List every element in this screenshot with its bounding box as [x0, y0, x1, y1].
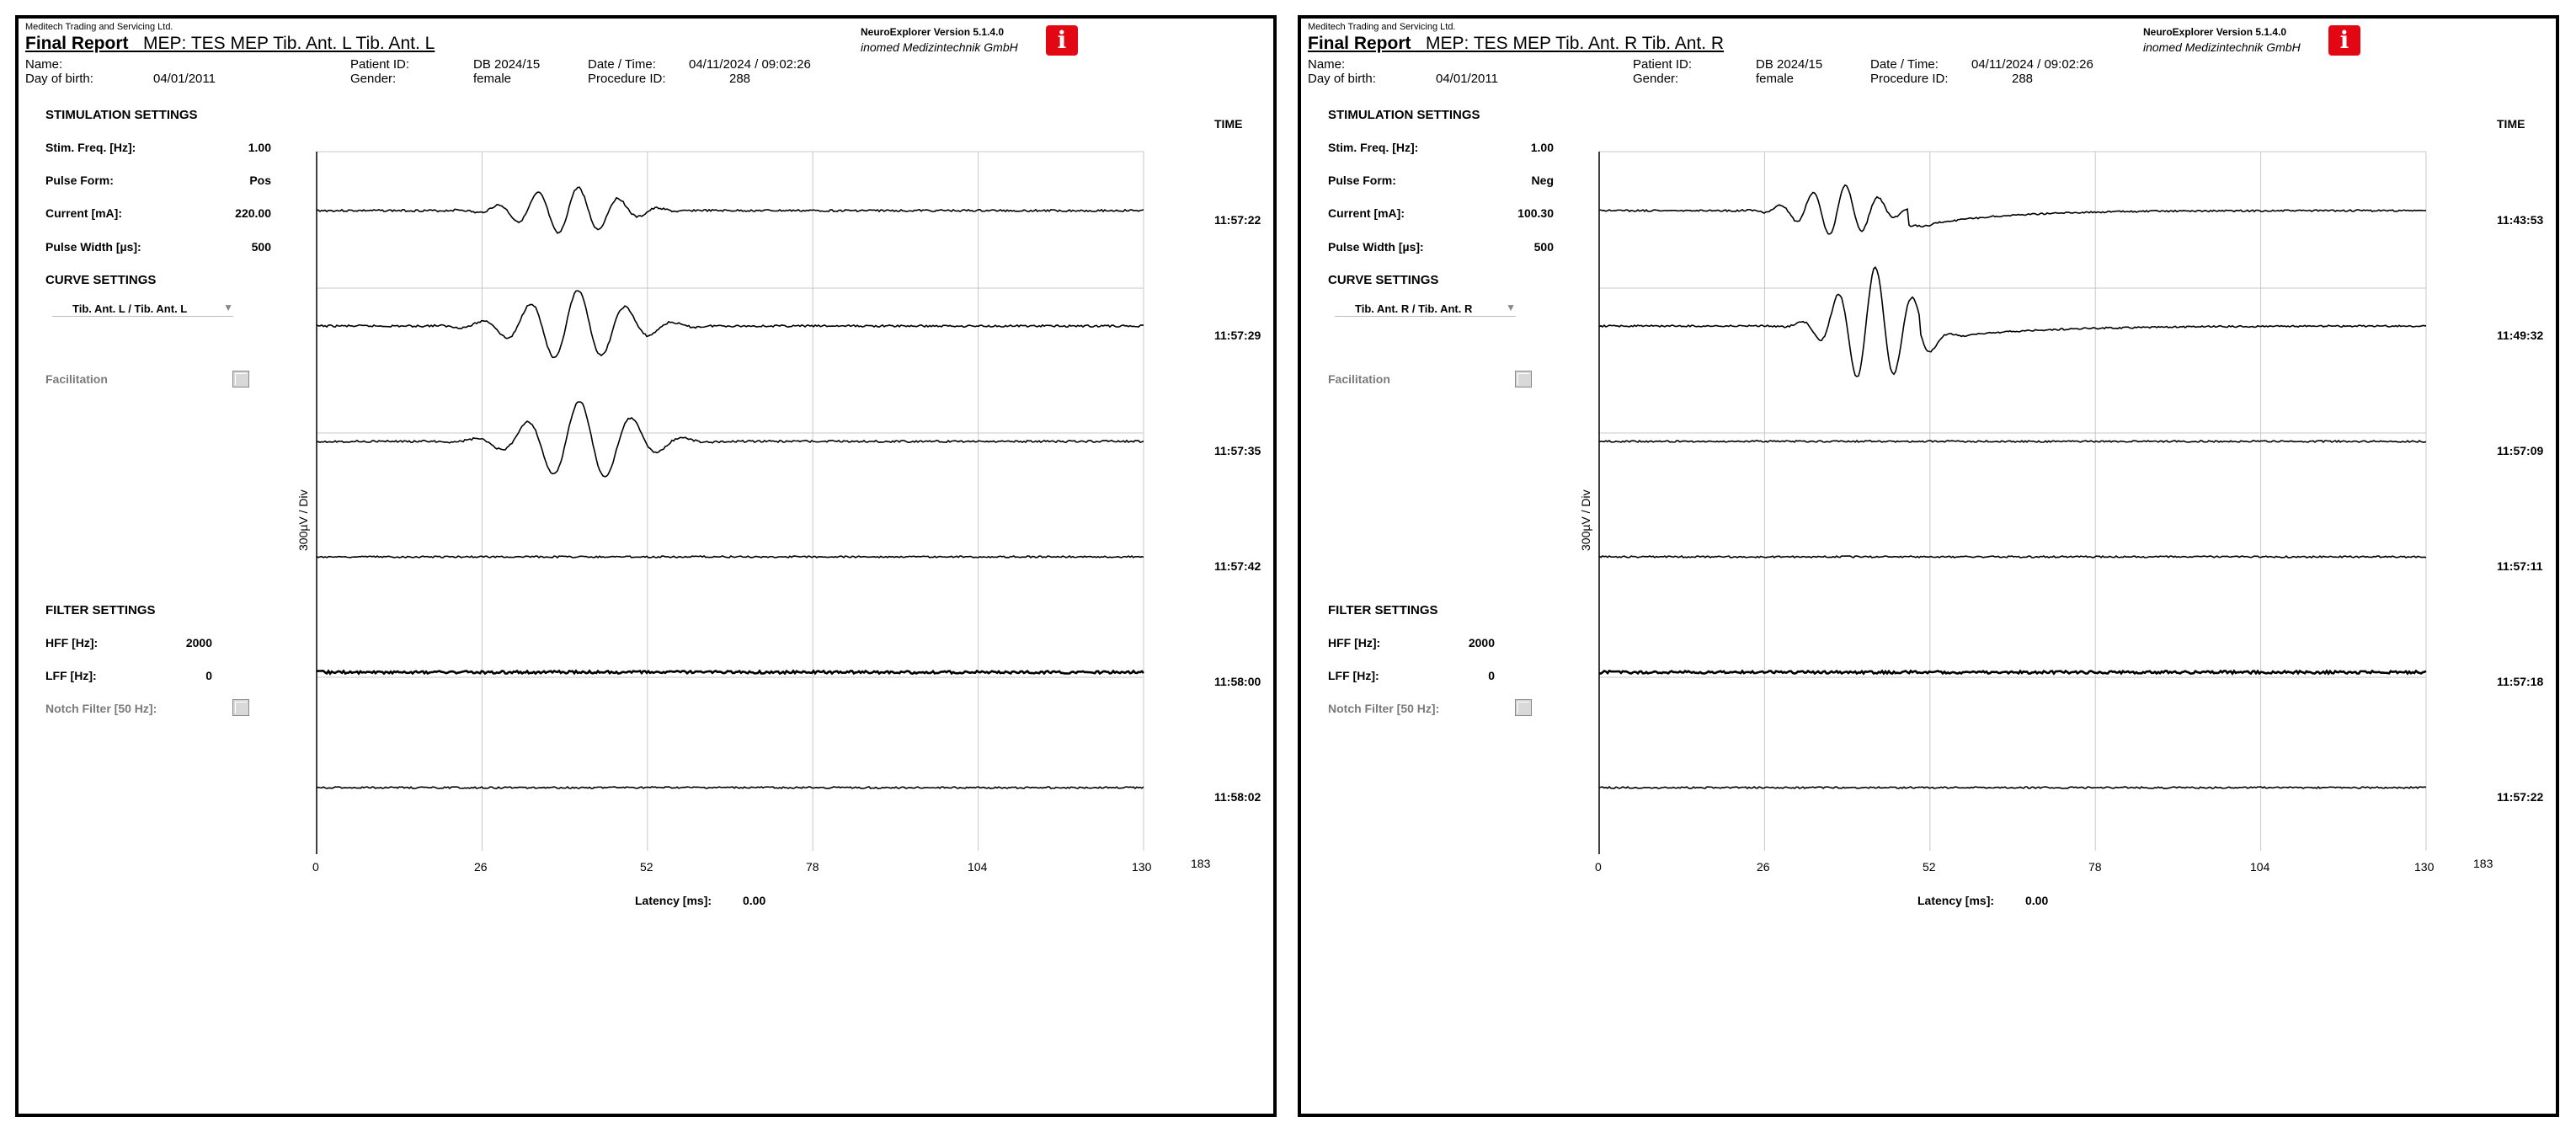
current-value: 100.30: [1517, 206, 1554, 220]
y-scale-label: 300µV / Div: [296, 489, 310, 551]
name-label: Name:: [25, 57, 63, 72]
time-label-4: 11:57:11: [2497, 559, 2543, 573]
time-header: TIME: [1214, 117, 1243, 131]
mep-trace-2: [317, 291, 1144, 357]
company-name: Meditech Trading and Servicing Ltd.: [1308, 22, 1456, 32]
x-extra-label: 183: [1191, 857, 1211, 870]
report-panel-right: [1298, 15, 2559, 1117]
x-tick-130: 130: [2414, 860, 2435, 874]
facilitation-label: Facilitation: [1328, 372, 1390, 386]
inomed-logo-icon: i: [2328, 25, 2360, 56]
latency-label: Latency [ms]:: [635, 894, 712, 907]
y-scale-label: 300µV / Div: [1579, 489, 1592, 551]
time-label-6: 11:58:02: [1214, 790, 1261, 804]
stim-freq-value: 1.00: [1530, 141, 1554, 154]
mep-trace-6: [317, 787, 1144, 788]
procedure-value: 288: [729, 72, 751, 86]
mep-trace-plot: [1301, 19, 2563, 1120]
report-title-main: Final Report: [1308, 34, 1411, 53]
time-label-3: 11:57:35: [1214, 444, 1261, 457]
stim-freq-label: Stim. Freq. [Hz]:: [1328, 141, 1419, 154]
stimulation-settings-title: STIMULATION SETTINGS: [1328, 108, 1480, 122]
gender-value: female: [473, 72, 512, 86]
mep-trace-3: [1599, 441, 2426, 442]
pulse-width-label: Pulse Width [µs]:: [1328, 240, 1424, 254]
procedure-value: 288: [2012, 72, 2034, 86]
pulse-width-value: 500: [1533, 240, 1554, 254]
date-value: 04/11/2024 / 09:02:26: [689, 57, 811, 72]
patient-id-value: DB 2024/15: [473, 57, 541, 72]
time-label-1: 11:57:22: [1214, 213, 1261, 227]
x-tick-130: 130: [1132, 860, 1152, 874]
mep-trace-1: [1599, 185, 2426, 234]
procedure-label: Procedure ID:: [588, 72, 666, 86]
hff-label: HFF [Hz]:: [1328, 636, 1381, 649]
hff-label: HFF [Hz]:: [45, 636, 99, 649]
hff-value: 2000: [1468, 636, 1495, 649]
latency-value: 0.00: [2025, 894, 2049, 907]
company-name: Meditech Trading and Servicing Ltd.: [25, 22, 173, 32]
lff-value: 0: [1488, 669, 1495, 682]
mep-trace-3: [317, 402, 1144, 477]
mep-trace-2: [1599, 267, 2426, 377]
stim-freq-label: Stim. Freq. [Hz]:: [45, 141, 136, 154]
dropdown-arrow-icon: ▼: [223, 302, 233, 313]
x-tick-52: 52: [1923, 860, 1936, 874]
report-title-rest: MEP: TES MEP Tib. Ant. R Tib. Ant. R: [1426, 34, 1725, 53]
mep-trace-1: [317, 187, 1144, 232]
x-tick-26: 26: [474, 860, 488, 874]
curve-select-value: Tib. Ant. L / Tib. Ant. L: [72, 302, 188, 315]
lff-value: 0: [205, 669, 212, 682]
pulse-width-value: 500: [251, 240, 271, 254]
curve-settings-title: CURVE SETTINGS: [45, 273, 157, 287]
mep-trace-4: [317, 556, 1144, 558]
pulse-width-label: Pulse Width [µs]:: [45, 240, 141, 254]
x-tick-26: 26: [1757, 860, 1770, 874]
pulse-form-label: Pulse Form:: [45, 174, 114, 187]
x-tick-104: 104: [968, 860, 988, 874]
time-label-5: 11:58:00: [1214, 675, 1261, 688]
filter-settings-title: FILTER SETTINGS: [45, 603, 156, 617]
procedure-label: Procedure ID:: [1870, 72, 1949, 86]
report-panel-left: [15, 15, 1277, 1117]
time-label-6: 11:57:22: [2497, 790, 2544, 804]
time-label-1: 11:43:53: [2497, 213, 2544, 227]
x-tick-78: 78: [806, 860, 819, 874]
x-tick-0: 0: [1595, 860, 1602, 874]
gender-label: Gender:: [1633, 72, 1679, 86]
vendor-name: inomed Medizintechnik GmbH: [861, 40, 1018, 54]
dob-value: 04/01/2011: [1436, 72, 1498, 86]
dob-label: Day of birth:: [1308, 72, 1376, 86]
pulse-form-value: Pos: [249, 174, 271, 187]
date-value: 04/11/2024 / 09:02:26: [1971, 57, 2093, 72]
gender-label: Gender:: [350, 72, 397, 86]
time-label-4: 11:57:42: [1214, 559, 1261, 573]
dropdown-arrow-icon: ▼: [1506, 302, 1516, 313]
time-label-5: 11:57:18: [2497, 675, 2544, 688]
latency-label: Latency [ms]:: [1917, 894, 1995, 907]
date-label: Date / Time:: [588, 57, 656, 72]
current-label: Current [mA]:: [45, 206, 122, 220]
current-value: 220.00: [235, 206, 271, 220]
pulse-form-value: Neg: [1531, 174, 1554, 187]
filter-settings-title: FILTER SETTINGS: [1328, 603, 1438, 617]
inomed-logo-icon: i: [1046, 25, 1078, 56]
mep-trace-6: [1599, 787, 2426, 788]
vendor-name: inomed Medizintechnik GmbH: [2143, 40, 2301, 54]
mep-trace-plot: [19, 19, 1280, 1120]
stimulation-settings-title: STIMULATION SETTINGS: [45, 108, 198, 122]
software-version: NeuroExplorer Version 5.1.4.0: [861, 26, 1005, 38]
current-label: Current [mA]:: [1328, 206, 1405, 220]
dob-value: 04/01/2011: [153, 72, 216, 86]
pulse-form-label: Pulse Form:: [1328, 174, 1396, 187]
time-label-2: 11:49:32: [2497, 329, 2544, 342]
stim-freq-value: 1.00: [248, 141, 271, 154]
patient-id-label: Patient ID:: [1633, 57, 1693, 72]
notch-filter-label: Notch Filter [50 Hz]:: [1328, 702, 1440, 715]
mep-trace-4: [1599, 556, 2426, 558]
time-label-2: 11:57:29: [1214, 329, 1261, 342]
x-tick-0: 0: [312, 860, 319, 874]
lff-label: LFF [Hz]:: [45, 669, 97, 682]
notch-filter-label: Notch Filter [50 Hz]:: [45, 702, 157, 715]
facilitation-label: Facilitation: [45, 372, 108, 386]
date-label: Date / Time:: [1870, 57, 1939, 72]
x-tick-104: 104: [2250, 860, 2270, 874]
lff-label: LFF [Hz]:: [1328, 669, 1379, 682]
time-label-3: 11:57:09: [2497, 444, 2544, 457]
report-title-main: Final Report: [25, 34, 129, 53]
hff-value: 2000: [185, 636, 212, 649]
curve-settings-title: CURVE SETTINGS: [1328, 273, 1439, 287]
report-title-rest: MEP: TES MEP Tib. Ant. L Tib. Ant. L: [143, 34, 435, 53]
patient-id-label: Patient ID:: [350, 57, 410, 72]
dob-label: Day of birth:: [25, 72, 93, 86]
software-version: NeuroExplorer Version 5.1.4.0: [2143, 26, 2287, 38]
time-header: TIME: [2497, 117, 2525, 131]
latency-value: 0.00: [743, 894, 766, 907]
curve-select-value: Tib. Ant. R / Tib. Ant. R: [1355, 302, 1473, 315]
name-label: Name:: [1308, 57, 1346, 72]
x-extra-label: 183: [2473, 857, 2493, 870]
patient-id-value: DB 2024/15: [1756, 57, 1823, 72]
x-tick-78: 78: [2088, 860, 2102, 874]
mep-trace-5: [317, 671, 1144, 673]
mep-trace-5: [1599, 671, 2426, 673]
x-tick-52: 52: [640, 860, 653, 874]
gender-value: female: [1756, 72, 1795, 86]
